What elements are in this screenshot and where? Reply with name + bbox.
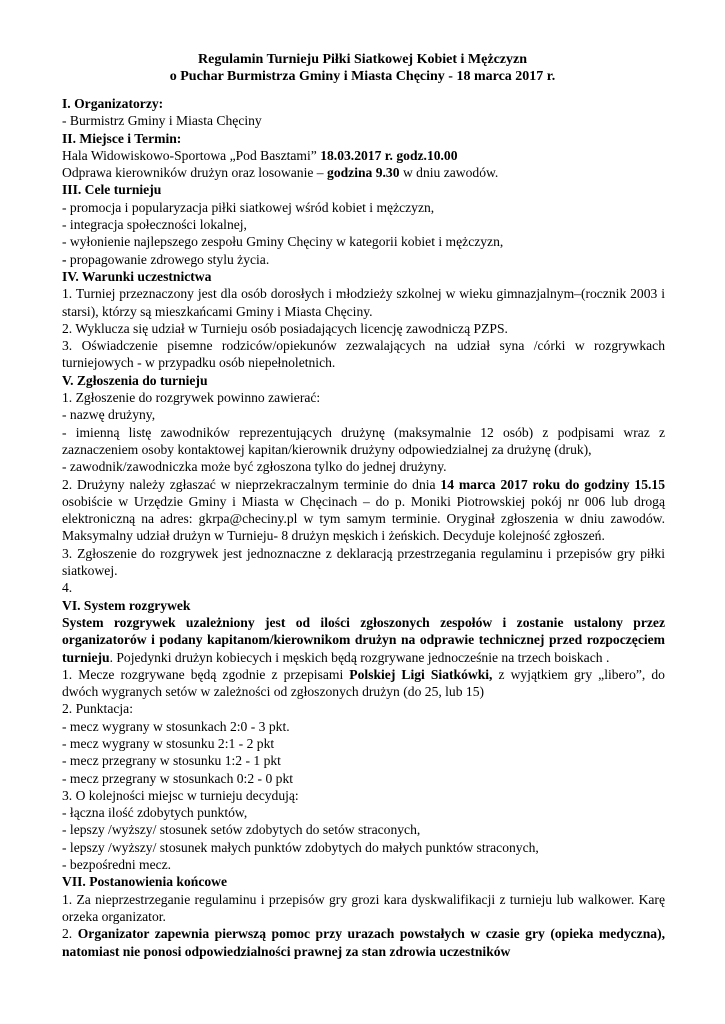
scoring-item: - mecz przegrany w stosunkach 0:2 - 0 pkt [62, 770, 294, 786]
ranking-item: - bezpośredni mecz. [62, 857, 172, 873]
goal-item-last [62, 251, 665, 268]
registration-rule-2-rest: osobiście w Urzędzie Gminy i Miasta w Chęcinach – do p. Moniki Piotrowskiej pokój nr 006 lub drogą elektroniczną na adres: gkrpa@checiny.pl w tym samym terminie. Oryginał zgłoszenia w dniu zawodów. Maksymalny udział drużyn w Turnieju- 8 drużyn męskich i żeńskich. Decyduje kolejność zgłoszeń. [62, 493, 665, 544]
goal-item: - wyłonienie najlepszego zespołu Gminy Chęciny w kategorii kobiet i mężczyzn, [62, 234, 504, 250]
final-provision-2-number: 2. [62, 926, 73, 942]
registration-rule-2 [62, 476, 665, 545]
organizer-line: - Burmistrz Gminy i Miasta Chęciny [62, 113, 262, 129]
document-body [62, 95, 665, 960]
participation-rule-1: 1. Turniej przeznaczony jest dla osób dorosłych i młodzieży szkolnej w wieku gimnazjalnym–(rocznik 2003 i starsi), którzy są mieszkańcami Gminy i Miasta Chęciny. [62, 286, 665, 319]
briefing-line [62, 164, 665, 181]
scoring-item: - mecz wygrany w stosunku 2:1 - 2 pkt [62, 735, 275, 751]
section-5-heading: V. Zgłoszenia do turnieju [62, 372, 208, 388]
ranking-item: - lepszy /wyższy/ stosunek setów zdobytych do setów straconych, [62, 822, 421, 838]
system-intro-rest: . Pojedynki drużyn kobiecych i męskich będą rozgrywane jednocześnie na trzech boiskach . [109, 649, 610, 665]
system-rule-1-rest: z wyjątkiem gry „libero”, do dwóch wygranych setów w zależności od zgłoszonych drużyn (do 25, lub 15) [62, 666, 665, 700]
event-date-time: 18.03.2017 r. godz.10.00 [320, 147, 458, 163]
briefing-text: Odprawa kierowników drużyn oraz losowanie – [62, 165, 324, 181]
registration-item: - zawodnik/zawodniczka może być zgłoszona tylko do jednej drużyny. [62, 459, 447, 475]
section-2-heading: II. Miejsce i Termin: [62, 130, 182, 146]
section-4-heading: IV. Warunki uczestnictwa [62, 268, 212, 284]
goal-text: propagowanie zdrowego stylu życia. [66, 251, 270, 267]
registration-rule-4: 4. [62, 580, 73, 596]
registration-rule-1: 1. Zgłoszenie do rozgrywek powinno zawierać: [62, 390, 321, 406]
section-7-heading: VII. Postanowienia końcowe [62, 874, 228, 890]
system-rule-1 [62, 666, 665, 701]
scoring-heading: 2. Punktacja: [62, 701, 133, 717]
venue-name: Hala Widowiskowo-Sportowa „Pod Basztami” [62, 147, 317, 163]
briefing-text-end: w dniu zawodów. [402, 165, 499, 181]
section-6-heading: VI. System rozgrywek [62, 597, 191, 613]
document-title-line-2: o Puchar Burmistrza Gminy i Miasta Chęciny - 18 marca 2017 r. [169, 69, 556, 84]
ranking-item: - lepszy /wyższy/ stosunek małych punktów zdobytych do małych punktów straconych, [62, 839, 539, 855]
registration-rule-2-text: 2. Drużyny należy zgłaszać w nieprzekraczalnym terminie do dnia [62, 476, 436, 492]
venue-line [62, 147, 665, 164]
section-1-heading: I. Organizatorzy: [62, 96, 164, 111]
registration-rule-3: 3. Zgłoszenie do rozgrywek jest jednoznaczne z deklaracją przestrzegania regulaminu i przepisów gry piłki siatkowej. [62, 545, 665, 579]
participation-rule-2: 2. Wyklucza się udział w Turnieju osób posiadających licencję zawodniczą PZPS. [62, 320, 508, 336]
goal-item: - promocja i popularyzacja piłki siatkowej wśród kobiet i mężczyzn, [62, 199, 435, 215]
scoring-item: - mecz przegrany w stosunku 1:2 - 1 pkt [62, 753, 281, 769]
participation-rule-3: 3. Oświadczenie pisemne rodziców/opiekunów zezwalających na udział syna /córki w rozgrywkach turniejowych - w przypadku osób niepełnoletnich. [62, 338, 665, 371]
league-name: Polskiej Ligi Siatkówki, [349, 666, 493, 682]
registration-deadline: 14 marca 2017 roku do godziny 15.15 [440, 476, 665, 492]
system-rule-1-text: 1. Mecze rozgrywane będą zgodnie z przepisami [62, 666, 344, 682]
system-intro [62, 614, 665, 666]
scoring-item: - mecz wygrany w stosunkach 2:0 - 3 pkt. [62, 718, 290, 734]
final-provision-2 [62, 925, 665, 960]
briefing-time: godzina 9.30 [327, 165, 400, 181]
goal-item: - integracja społeczności lokalnej, [62, 217, 247, 233]
goal-dash: - [62, 251, 67, 267]
document-title-line-1: Regulamin Turnieju Piłki Siatkowej Kobiet i Mężczyzn [198, 52, 527, 67]
registration-item: - nazwę drużyny, [62, 407, 156, 423]
system-intro-bold: System rozgrywek uzależniony jest od ilości zgłoszonych zespołów i zostanie ustalony przez organizatorów i podany kapitanom/kierownikom drużyn na odprawie technicznej przed rozpoczęciem turnieju [62, 614, 665, 665]
ranking-item: - łączna ilość zdobytych punktów, [62, 805, 248, 821]
section-3-heading: III. Cele turnieju [62, 182, 162, 198]
ranking-heading: 3. O kolejności miejsc w turnieju decydują: [62, 787, 299, 803]
final-provision-2-text: Organizator zapewnia pierwszą pomoc przy urazach powstałych w czasie gry (opieka medyczna), natomiast nie ponosi odpowiedzialności prawnej za stan zdrowia uczestników [62, 926, 665, 959]
registration-item: - imienną listę zawodników reprezentujących drużynę (maksymalnie 12 osób) z podpisami wraz z zaznaczeniem osoby kontaktowej kapitan/kierownik drużyny odpowiedzialnej za drużynę (druk), [62, 424, 665, 457]
final-provision-1: 1. Za nieprzestrzeganie regulaminu i przepisów gry grozi kara dyskwalifikacji z turnieju lub walkower. Karę orzeka organizator. [62, 891, 665, 924]
